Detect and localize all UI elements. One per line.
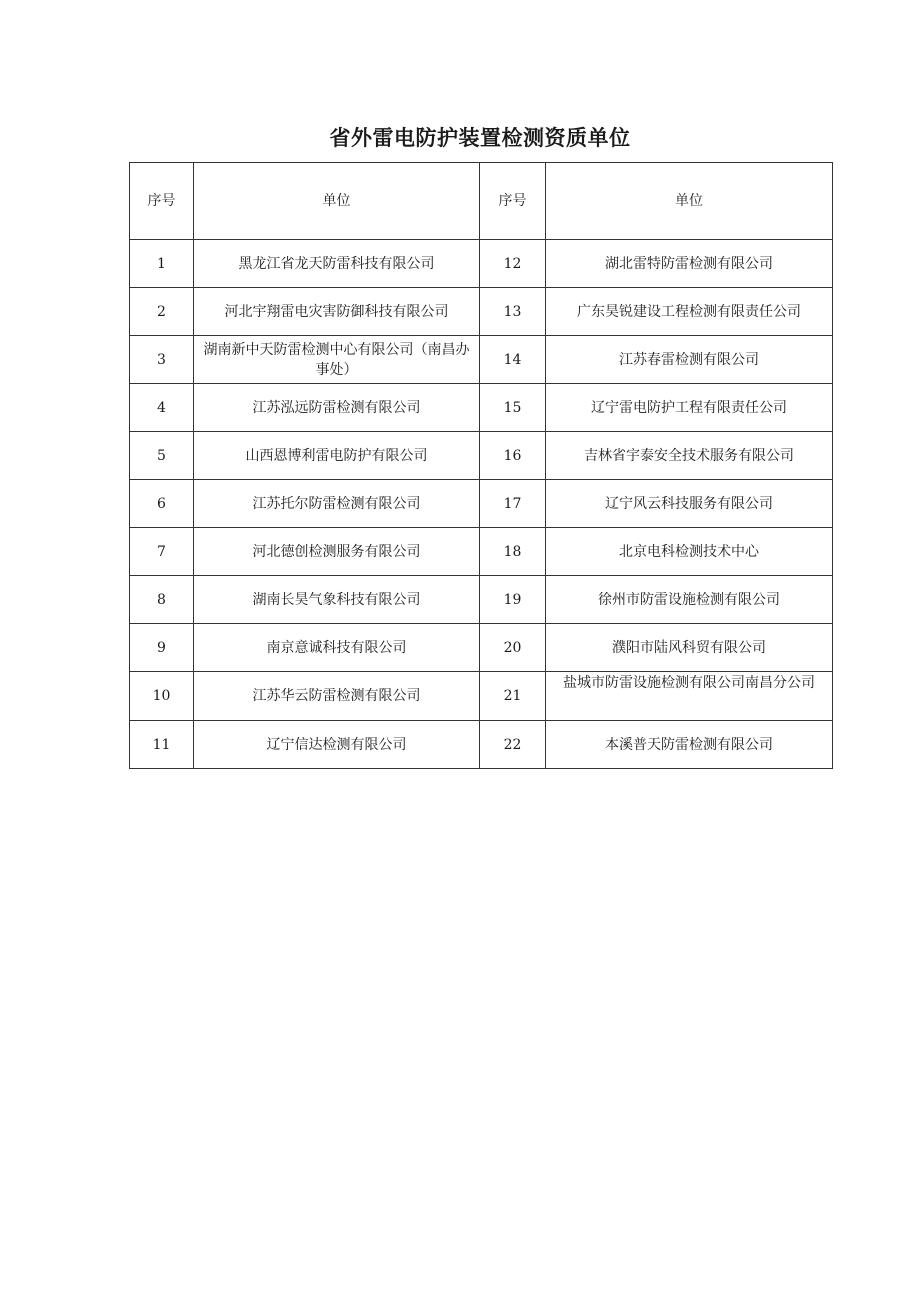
- serial-cell: 22: [480, 721, 546, 769]
- table-header-row: [130, 163, 833, 240]
- header-unit-right: 单位: [546, 163, 833, 240]
- serial-cell: 6: [130, 480, 194, 528]
- table-row: [130, 336, 833, 384]
- unit-cell: 广东昊锐建设工程检测有限责任公司: [546, 288, 833, 336]
- serial-cell: 4: [130, 384, 194, 432]
- unit-cell: 江苏托尔防雷检测有限公司: [194, 480, 480, 528]
- unit-cell: 河北宇翔雷电灾害防御科技有限公司: [194, 288, 480, 336]
- unit-cell: 江苏华云防雷检测有限公司: [194, 672, 480, 721]
- serial-cell: 11: [130, 721, 194, 769]
- serial-cell: 13: [480, 288, 546, 336]
- serial-cell: 16: [480, 432, 546, 480]
- unit-cell: 北京电科检测技术中心: [546, 528, 833, 576]
- serial-cell: 9: [130, 624, 194, 672]
- serial-cell: 7: [130, 528, 194, 576]
- table-row: [130, 384, 833, 432]
- unit-cell: 河北德创检测服务有限公司: [194, 528, 480, 576]
- serial-cell: 21: [480, 672, 546, 721]
- table-row: [130, 576, 833, 624]
- units-table: [129, 162, 833, 769]
- unit-cell: 江苏泓远防雷检测有限公司: [194, 384, 480, 432]
- serial-cell: 19: [480, 576, 546, 624]
- unit-cell: 湖南长昊气象科技有限公司: [194, 576, 480, 624]
- table-row: [130, 240, 833, 288]
- unit-cell: 辽宁风云科技服务有限公司: [546, 480, 833, 528]
- unit-cell: 盐城市防雷设施检测有限公司南昌分公司: [546, 672, 833, 721]
- unit-cell: 吉林省宇泰安全技术服务有限公司: [546, 432, 833, 480]
- page-title: 省外雷电防护装置检测资质单位: [329, 126, 631, 150]
- header-serial-right: 序号: [480, 163, 546, 240]
- serial-cell: 10: [130, 672, 194, 721]
- serial-cell: 1: [130, 240, 194, 288]
- unit-cell: 湖南新中天防雷检测中心有限公司（南昌办事处）: [194, 336, 480, 384]
- table-row: [130, 721, 833, 769]
- unit-cell: 辽宁雷电防护工程有限责任公司: [546, 384, 833, 432]
- table-row: [130, 480, 833, 528]
- serial-cell: 17: [480, 480, 546, 528]
- unit-cell: 江苏春雷检测有限公司: [546, 336, 833, 384]
- table-row: [130, 672, 833, 721]
- table-row: [130, 432, 833, 480]
- header-serial-left: 序号: [130, 163, 194, 240]
- serial-cell: 14: [480, 336, 546, 384]
- unit-cell: 辽宁信达检测有限公司: [194, 721, 480, 769]
- unit-cell: 黑龙江省龙天防雷科技有限公司: [194, 240, 480, 288]
- table-row: [130, 288, 833, 336]
- serial-cell: 2: [130, 288, 194, 336]
- unit-cell: 山西恩博利雷电防护有限公司: [194, 432, 480, 480]
- serial-cell: 5: [130, 432, 194, 480]
- serial-cell: 3: [130, 336, 194, 384]
- table-row: [130, 528, 833, 576]
- serial-cell: 8: [130, 576, 194, 624]
- serial-cell: 15: [480, 384, 546, 432]
- serial-cell: 18: [480, 528, 546, 576]
- serial-cell: 12: [480, 240, 546, 288]
- unit-cell: 南京意诚科技有限公司: [194, 624, 480, 672]
- unit-cell: 本溪普天防雷检测有限公司: [546, 721, 833, 769]
- table-row: [130, 624, 833, 672]
- unit-cell: 濮阳市陆风科贸有限公司: [546, 624, 833, 672]
- serial-cell: 20: [480, 624, 546, 672]
- unit-cell: 徐州市防雷设施检测有限公司: [546, 576, 833, 624]
- unit-cell: 湖北雷特防雷检测有限公司: [546, 240, 833, 288]
- header-unit-left: 单位: [194, 163, 480, 240]
